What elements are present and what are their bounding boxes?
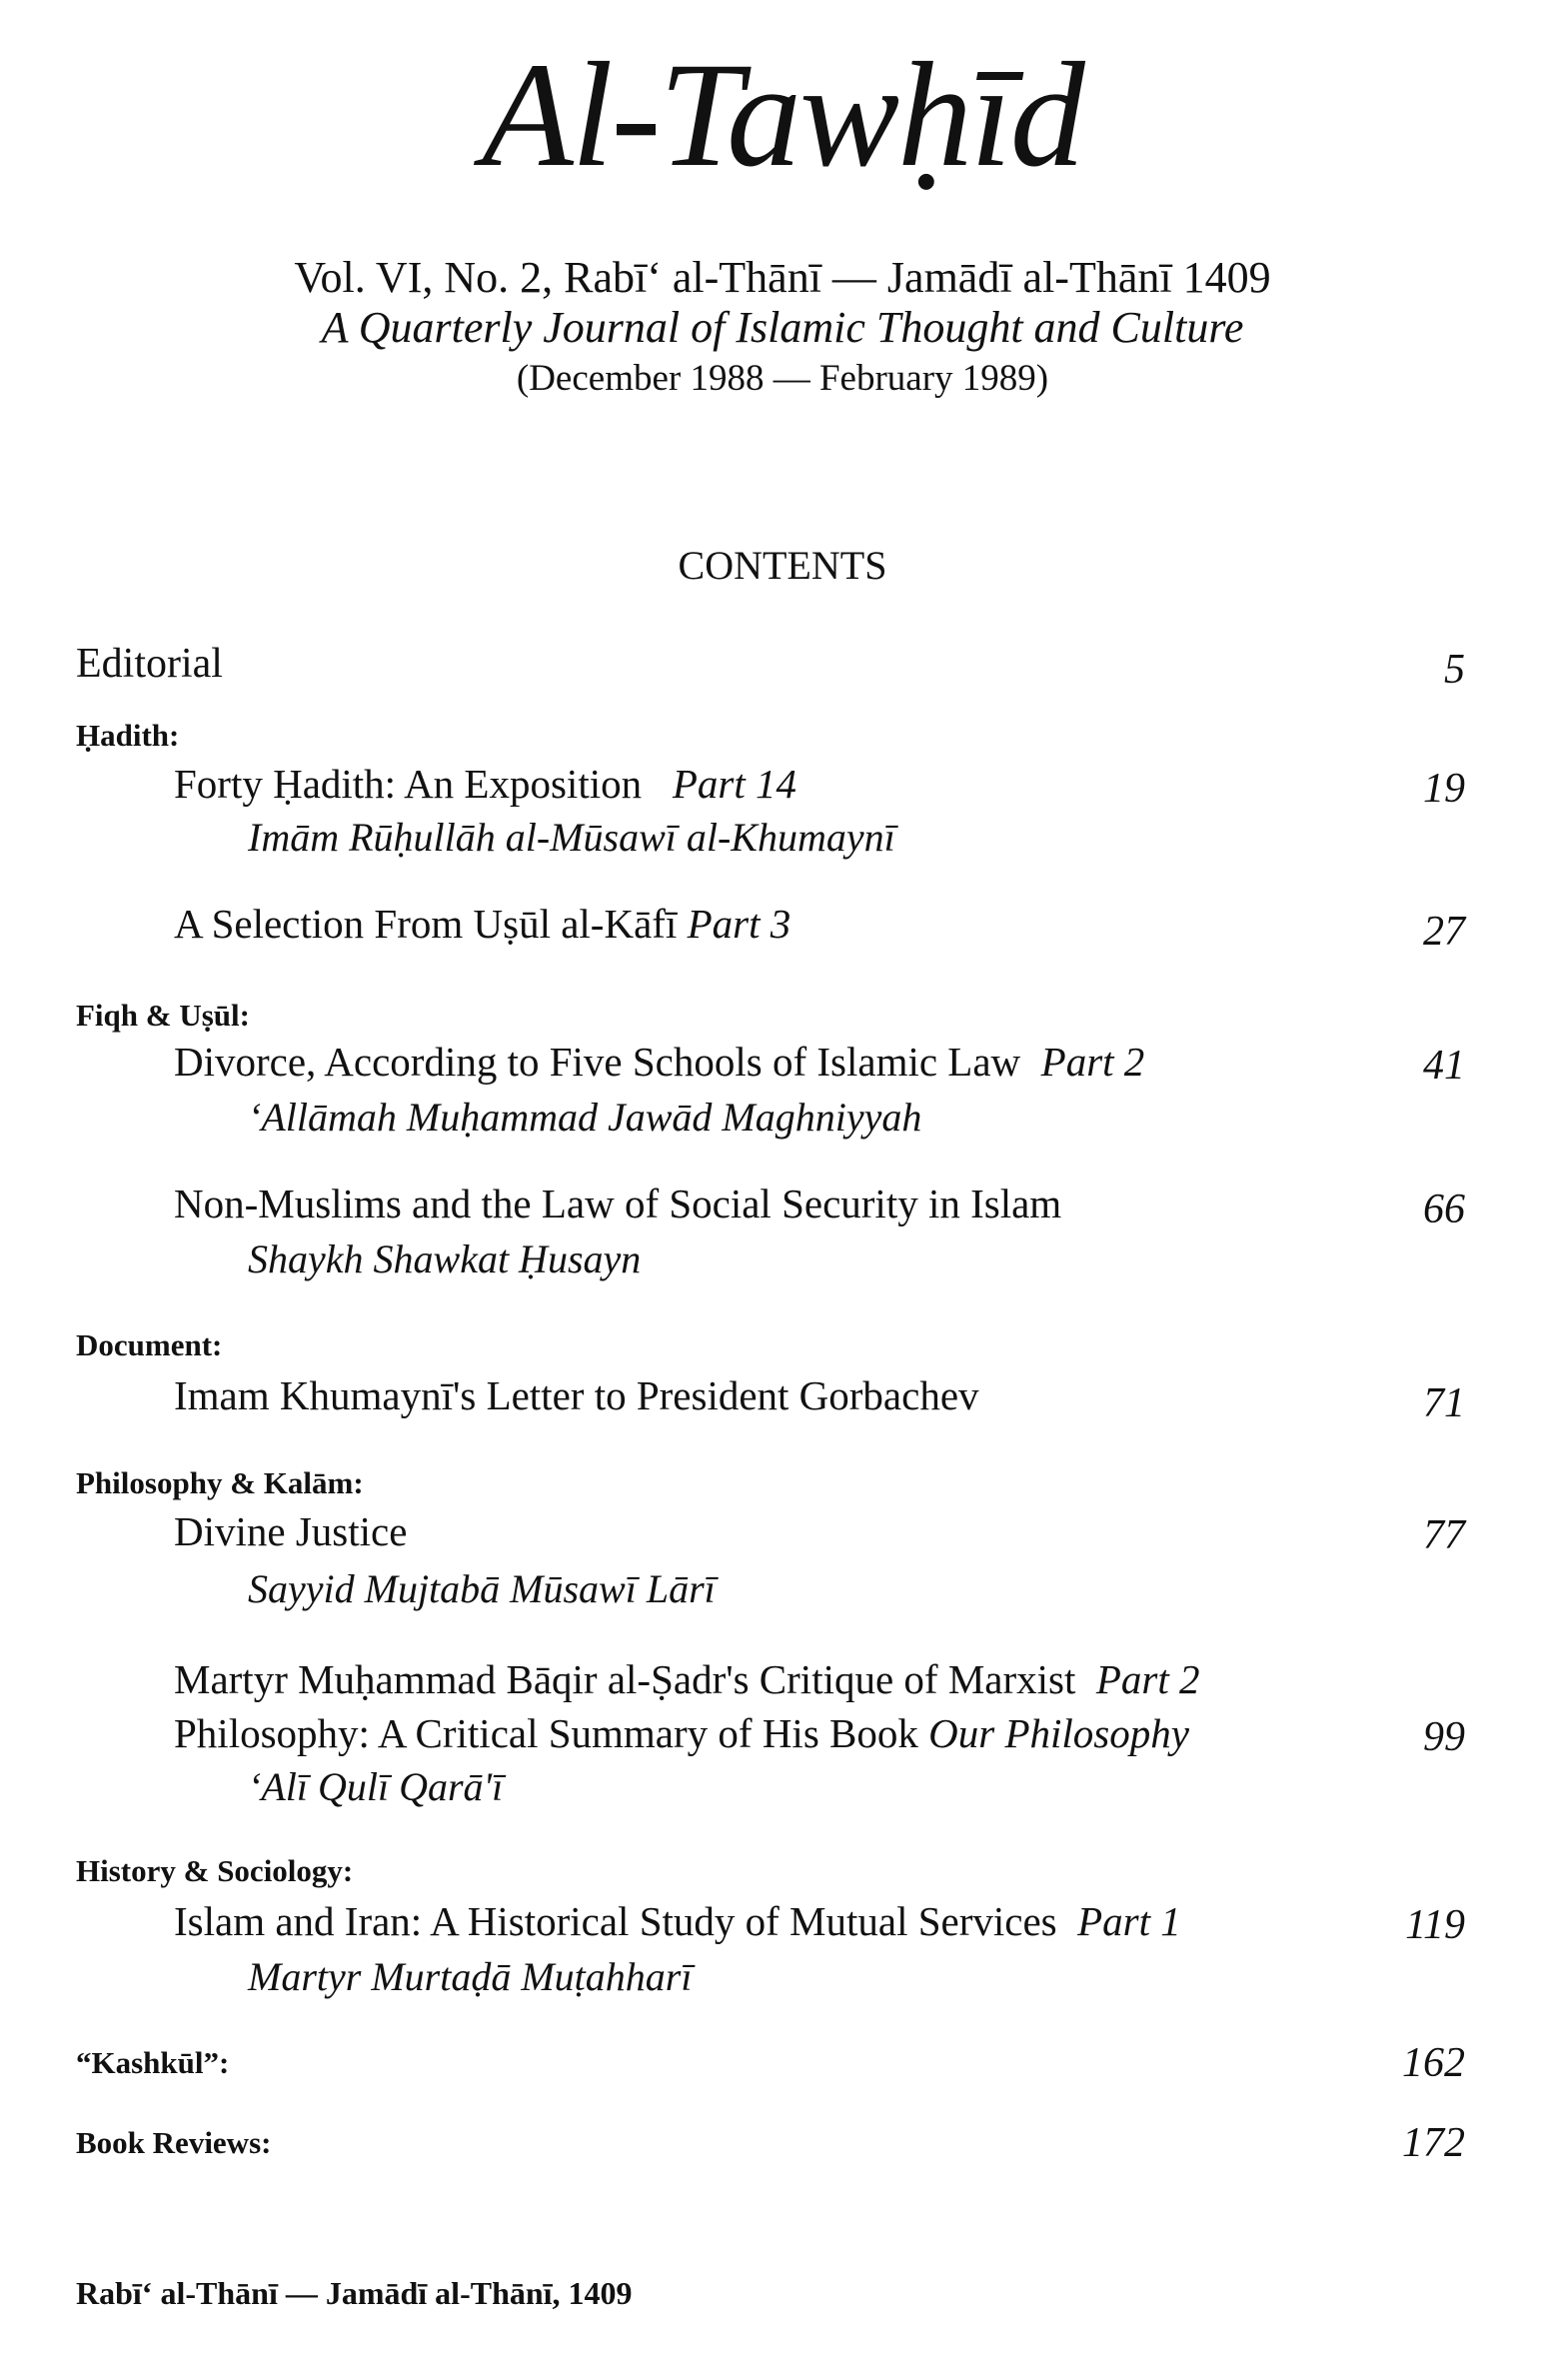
editorial-label: Editorial: [76, 641, 223, 687]
section-hadith-label: Ḥadith:: [76, 718, 180, 753]
volume-line: Vol. VI, No. 2, Rabī‘ al-Thānī — Jamādī al-Thānī 1409: [294, 253, 1271, 302]
editorial-page: 5: [1444, 647, 1465, 693]
toc-entry-page: 77: [1423, 1512, 1465, 1558]
toc-entry-title: Divine Justice: [174, 1508, 408, 1554]
toc-entry-author: ‘Alī Qulī Qarā'ī: [248, 1764, 504, 1809]
section-fiqh-label: Fiqh & Uṣūl:: [76, 998, 250, 1033]
book-reviews-page: 172: [1402, 2120, 1465, 2166]
toc-entry-title: A Selection From Uṣūl al-Kāfī Part 3: [174, 901, 791, 947]
kashkul-page: 162: [1402, 2040, 1465, 2086]
toc-entry-author: Sayyid Mujtabā Mūsawī Lārī: [248, 1566, 716, 1611]
toc-entry-page: 19: [1423, 766, 1465, 812]
toc-entry-author: ‘Allāmah Muḥammad Jawād Maghniyyah: [248, 1095, 922, 1140]
section-kashkul-label: “Kashkūl”:: [76, 2045, 230, 2080]
toc-entry-title: Islam and Iran: A Historical Study of Mutual Services Part 1: [174, 1898, 1181, 1944]
section-document-label: Document:: [76, 1327, 223, 1362]
issue-dates: (December 1988 — February 1989): [516, 358, 1049, 399]
toc-entry-title-line2: Philosophy: A Critical Summary of His Book Our Philosophy: [174, 1710, 1189, 1756]
toc-entry-author: Shaykh Shawkat Ḥusayn: [248, 1236, 642, 1281]
toc-entry-author: Martyr Murtaḍā Muṭahharī: [248, 1954, 693, 1999]
toc-entry-author: Imām Rūḥullāh al-Mūsawī al-Khumaynī: [248, 815, 895, 860]
toc-entry-page: 99: [1423, 1714, 1465, 1760]
toc-entry-page: 119: [1405, 1902, 1465, 1948]
section-history-label: History & Sociology:: [76, 1853, 354, 1888]
toc-entry-page: 71: [1423, 1380, 1465, 1426]
toc-entry-page: 27: [1423, 909, 1465, 955]
page-footer: Rabī‘ al-Thānī — Jamādī al-Thānī, 1409: [76, 2275, 633, 2311]
toc-entry-title: Forty Ḥadith: An Exposition Part 14: [174, 761, 797, 807]
journal-subtitle: A Quarterly Journal of Islamic Thought and Culture: [321, 303, 1244, 352]
toc-entry-page: 66: [1423, 1187, 1465, 1232]
journal-logo: Al-Tawḥīd: [482, 32, 1083, 198]
section-philosophy-label: Philosophy & Kalām:: [76, 1465, 364, 1500]
section-book-reviews-label: Book Reviews:: [76, 2125, 272, 2160]
toc-entry-page: 41: [1423, 1043, 1465, 1089]
toc-entry-title: Martyr Muḥammad Bāqir al-Ṣadr's Critique of Marxist Part 2: [174, 1656, 1200, 1702]
toc-entry-title: Non-Muslims and the Law of Social Security in Islam: [174, 1181, 1062, 1226]
toc-entry-title: Divorce, According to Five Schools of Islamic Law Part 2: [174, 1039, 1145, 1085]
contents-heading: CONTENTS: [678, 543, 887, 588]
toc-entry-title: Imam Khumaynī's Letter to President Gorbachev: [174, 1372, 979, 1418]
